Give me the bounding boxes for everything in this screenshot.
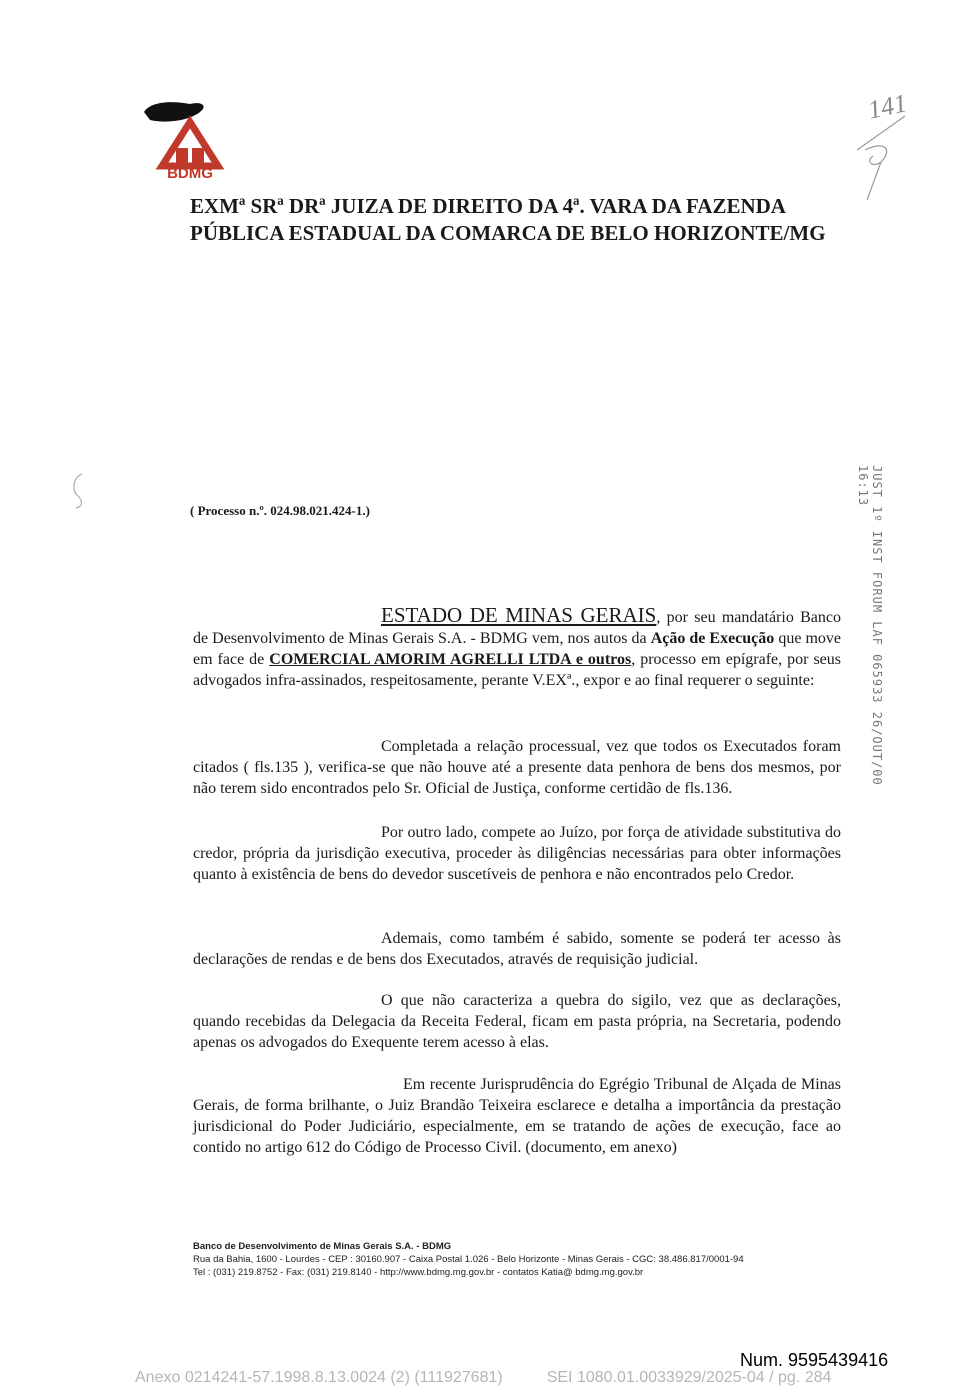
intro-text-1: , por seu mandatário Banco de Desenvolvimento de Minas Gerais S.A. - BDMG vem, nos autos da xyxy=(193,609,842,647)
letterhead-footer xyxy=(193,1240,744,1279)
footer-contacts: Tel : (031) 219.8752 - Fax: (031) 219.8140 - http://www.bdmg.mg.gov.br - contatos Katia@ bdmg.mg.gov.br xyxy=(193,1267,644,1278)
handwritten-scribble xyxy=(845,110,915,205)
defendant-name: COMERCIAL AMORIM AGRELLI LTDA e outros xyxy=(269,651,632,668)
sei-reference: SEI 1080.01.0033929/2025-04 / pg. 284 xyxy=(546,1369,832,1386)
intro-text-3: , processo em epígrafe, por seus advogados infra-assinados, respeitosamente, perante V.EXª., expor e ao final requerer o seguinte: xyxy=(193,651,842,689)
action-name: Ação de Execução xyxy=(650,630,775,647)
footer-company-name: Banco de Desenvolvimento de Minas Gerais S.A. - BDMG xyxy=(193,1241,452,1252)
heading-line-2: PÚBLICA ESTADUAL DA COMARCA DE BELO HORIZONTE/MG xyxy=(190,221,826,245)
paragraph-2 xyxy=(193,822,841,885)
paragraph-3-text: Ademais, como também é sabido, somente se poderá ter acesso às declarações de rendas e de bens dos Executados, através de requisição judicial. xyxy=(193,930,841,968)
paragraph-1-text: Completada a relação processual, vez que todos os Executados foram citados ( fls.135 ), verifica-se que não houve até a presente data penhora de bens dos mesmos, por não terem sido encontrados pelo Sr. Oficial de Justiça, conforme certidão de fls.136. xyxy=(193,738,841,797)
footer-address: Rua da Bahia, 1600 - Lourdes - CEP : 30160.907 - Caixa Postal 1.026 - Belo Horizonte - Minas Gerais - CGC: 38.486.817/0001-94 xyxy=(193,1254,744,1265)
paragraph-1 xyxy=(193,736,841,799)
paragraph-4 xyxy=(193,990,841,1053)
document-number: Num. 9595439416 xyxy=(740,1350,889,1370)
annex-id: Anexo 0214241-57.1998.8.13.0024 (2) (111927681) xyxy=(135,1369,503,1386)
court-heading xyxy=(190,193,850,247)
handwritten-page-number: 141 xyxy=(865,88,910,125)
process-number: ( Processo n.º. 024.98.021.424-1.) xyxy=(190,503,370,518)
annex-reference xyxy=(135,1369,875,1387)
intro-paragraph xyxy=(193,605,841,691)
state-name: ESTADO DE MINAS GERAIS xyxy=(381,603,657,627)
logo-text: BDMG xyxy=(167,165,213,182)
margin-mark xyxy=(68,470,88,510)
paragraph-5-text: Em recente Jurisprudência do Egrégio Tribunal de Alçada de Minas Gerais, de forma brilhante, o Juiz Brandão Teixeira esclarece e detalha a importância da prestação jurisdicional do Poder Judiciário, especialmente, em se tratando de ações de execução, face ao contido no artigo 612 do Código de Processo Civil. (documento, em anexo) xyxy=(193,1076,841,1156)
paragraph-5 xyxy=(193,1074,841,1158)
filing-stamp: JUST 1º INST FORUM LAF 065933 26/OUT/00 16:13 xyxy=(856,465,884,786)
heading-line-1: EXMª SRª DRª JUIZA DE DIREITO DA 4ª. VARA DA FAZENDA xyxy=(190,194,786,218)
paragraph-3 xyxy=(193,928,841,970)
paragraph-4-text: O que não caracteriza a quebra do sigilo, vez que as declarações, quando recebidas da Delegacia da Receita Federal, ficam em pasta própria, na Secretaria, podendo apenas os advogados do Exequente terem acesso à elas. xyxy=(193,992,841,1051)
intro-text-2: que move em face de xyxy=(193,630,842,668)
paragraph-2-text: Por outro lado, compete ao Juízo, por força de atividade substitutiva do credor, própria da jurisdição executiva, proceder às diligências necessárias para obter informações quanto à existência de bens do devedor suscetíveis de penhora e não encontrados pelo Credor. xyxy=(193,824,841,883)
